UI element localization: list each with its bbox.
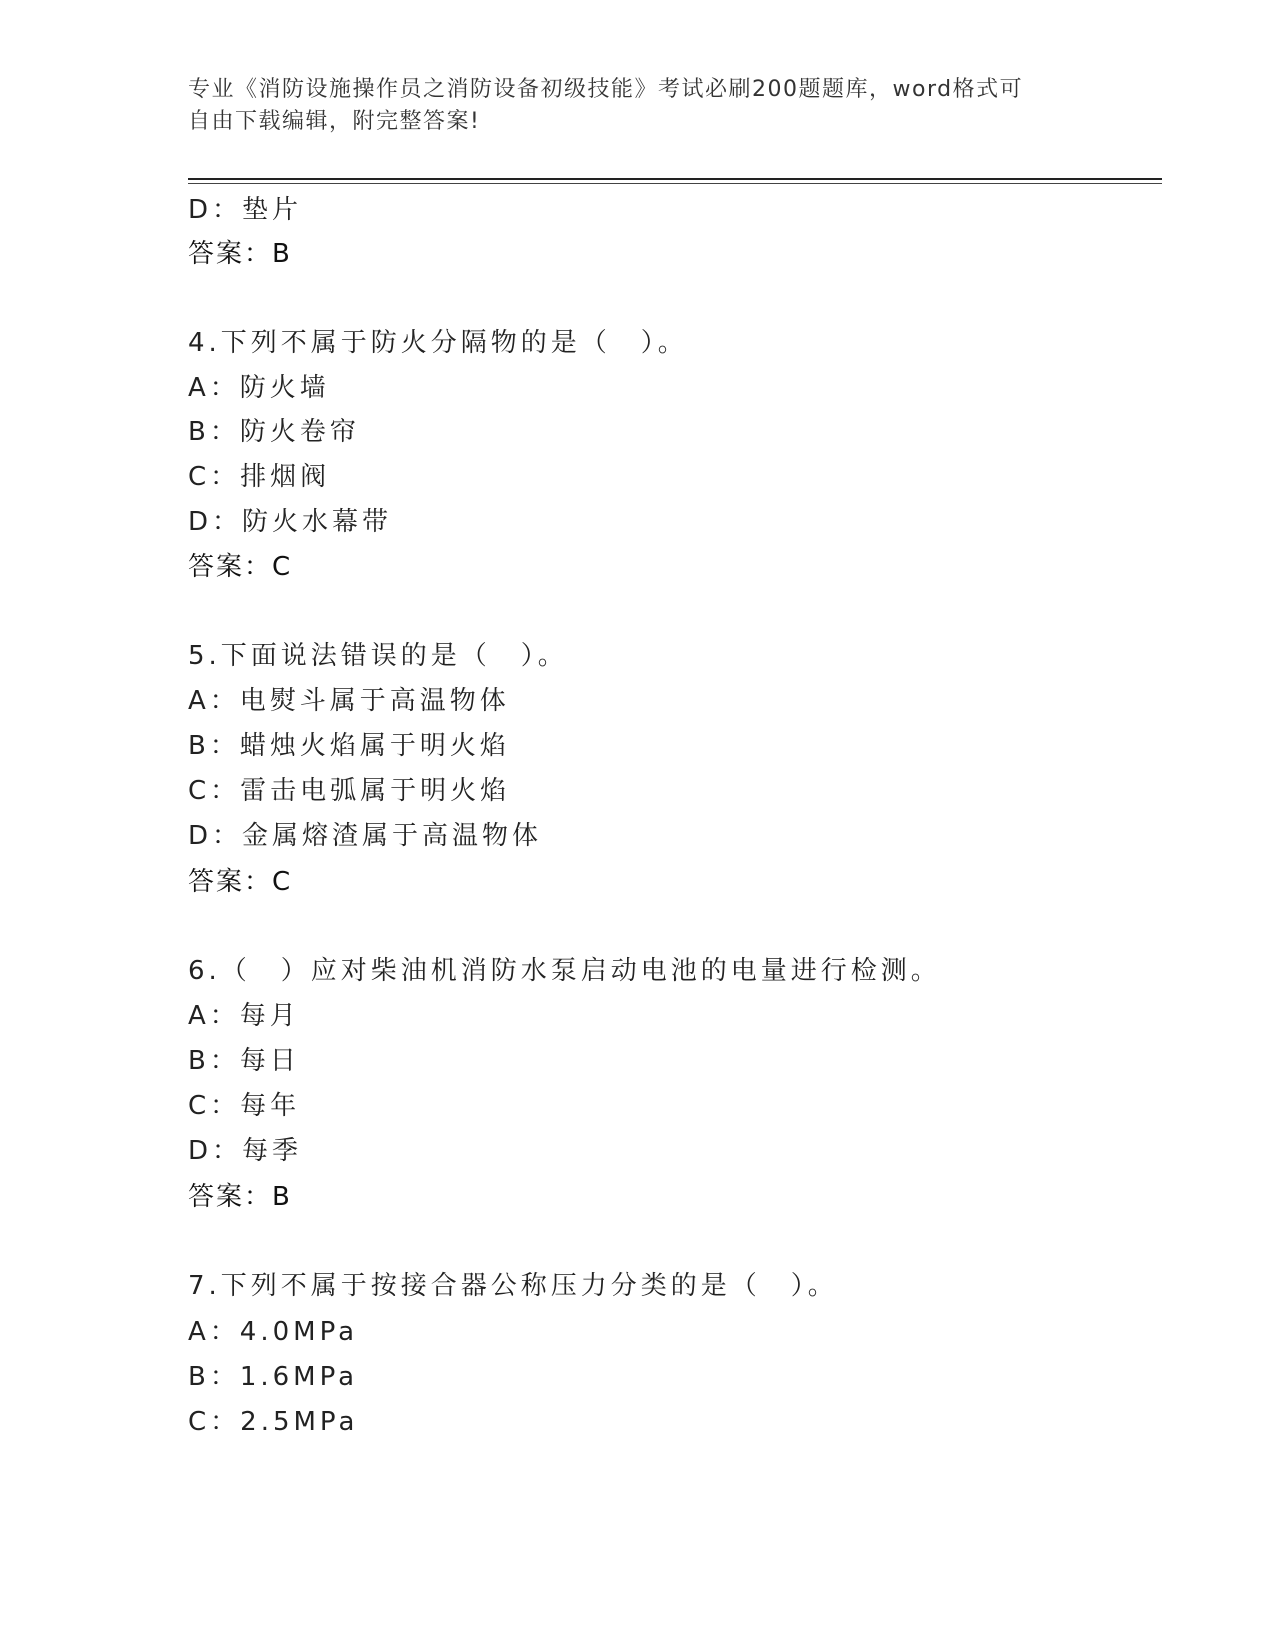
question-4-option-b: B：防火卷帘 xyxy=(188,417,360,447)
question-6-option-d: D：每季 xyxy=(188,1136,303,1166)
question-6-stem: 6.（ ）应对柴油机消防水泵启动电池的电量进行检测。 xyxy=(188,956,941,986)
question-3-answer: 答案：B xyxy=(188,239,292,269)
question-6-answer: 答案：B xyxy=(188,1182,292,1212)
question-4-answer: 答案：C xyxy=(188,552,293,582)
question-5-stem: 5.下面说法错误的是（ ）。 xyxy=(188,641,568,671)
question-5-option-b: B：蜡烛火焰属于明火焰 xyxy=(188,731,510,761)
question-5-option-a: A：电熨斗属于高温物体 xyxy=(188,686,510,716)
question-4-stem: 4.下列不属于防火分隔物的是（ ）。 xyxy=(188,328,688,358)
question-4-option-d: D：防火水幕带 xyxy=(188,507,393,537)
question-4-option-c: C：排烟阀 xyxy=(188,462,331,492)
question-3-option-d: D：垫片 xyxy=(188,195,303,225)
question-6-option-c: C：每年 xyxy=(188,1091,301,1121)
question-7-option-b: B：1.6MPa xyxy=(188,1362,359,1392)
header-line-1: 专业《消防设施操作员之消防设备初级技能》考试必刷200题题库，word格式可 xyxy=(188,77,1024,102)
document-header xyxy=(188,74,1068,138)
question-7-option-c: C：2.5MPa xyxy=(188,1407,359,1437)
question-5-option-d: D：金属熔渣属于高温物体 xyxy=(188,821,543,851)
header-divider-thick xyxy=(188,178,1162,180)
header-divider-thin xyxy=(188,183,1162,184)
header-line-2: 自由下载编辑，附完整答案! xyxy=(188,109,481,134)
question-4-option-a: A：防火墙 xyxy=(188,373,330,403)
question-7-stem: 7.下列不属于按接合器公称压力分类的是（ ）。 xyxy=(188,1271,838,1301)
question-6-option-a: A：每月 xyxy=(188,1001,300,1031)
question-6-option-b: B：每日 xyxy=(188,1046,300,1076)
question-7-option-a: A：4.0MPa xyxy=(188,1317,359,1347)
question-5-answer: 答案：C xyxy=(188,867,293,897)
question-5-option-c: C：雷击电弧属于明火焰 xyxy=(188,776,511,806)
